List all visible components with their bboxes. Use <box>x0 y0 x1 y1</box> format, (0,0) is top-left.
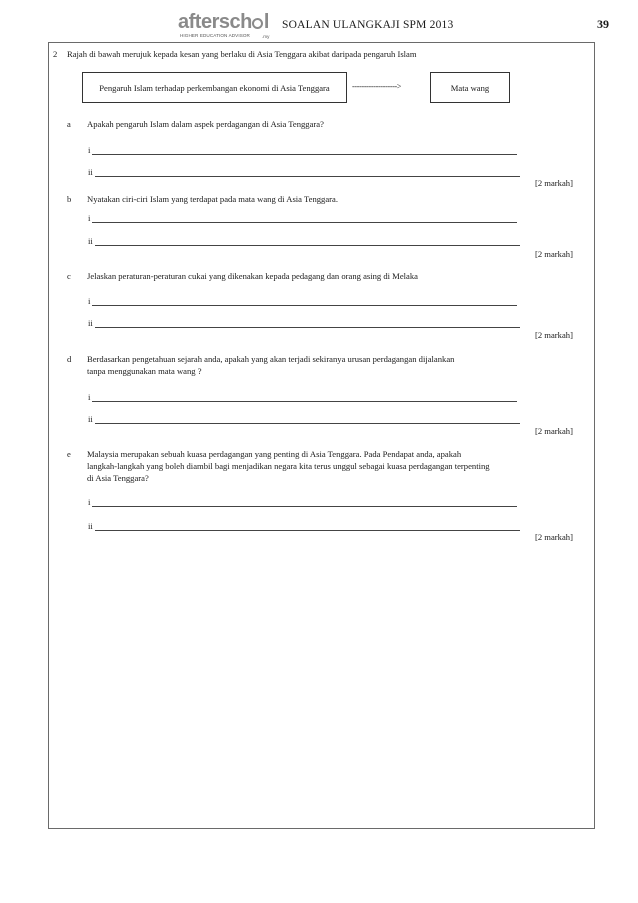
diagram-box-left-label: Pengaruh Islam terhadap perkembangan ekonomi di Asia Tenggara <box>99 82 330 93</box>
header-title: SOALAN ULANGKAJI SPM 2013 <box>282 19 454 31</box>
afterschool-logo <box>178 12 273 42</box>
part-a-letter: a <box>67 119 71 129</box>
part-c-answer-line-1[interactable]: i <box>88 296 517 306</box>
part-d-text-line-2: tanpa menggunakan mata wang ? <box>87 366 202 376</box>
part-e-text-line-2: langkah-langkah yang boleh diambil bagi menjadikan negara kita terus unggul sebagai kuasa perdagangan terpenting <box>87 461 490 471</box>
part-d-marks: [2 markah] <box>535 426 573 436</box>
part-d-letter: d <box>67 354 72 364</box>
part-b-letter: b <box>67 194 72 204</box>
part-c-letter: c <box>67 271 71 281</box>
logo-suffix: .my <box>262 34 270 39</box>
logo-word-end: sch <box>218 11 252 33</box>
diagram-box-right-label: Mata wang <box>450 82 490 93</box>
question-number: 2 <box>53 49 58 59</box>
part-d-answer-line-1[interactable]: i <box>88 392 517 402</box>
part-c-marks: [2 markah] <box>535 330 573 340</box>
part-e-letter: e <box>67 449 71 459</box>
part-b-answer-line-2[interactable]: ii <box>88 236 520 246</box>
part-c-text: Jelaskan peraturan-peraturan cukai yang dikenakan kepada pedagang dan orang asing di Melaka <box>87 271 418 281</box>
part-e-answer-line-1[interactable]: i <box>88 497 517 507</box>
part-b-marks: [2 markah] <box>535 249 573 259</box>
page-number: 39 <box>597 17 609 31</box>
diagram-arrow: -------------------> <box>352 82 402 91</box>
part-c-answer-line-2[interactable]: ii <box>88 318 520 328</box>
diagram-box-right <box>430 72 510 103</box>
part-d-text-line-1: Berdasarkan pengetahuan sejarah anda, apakah yang akan terjadi sekiranya urusan perdagangan dijalankan <box>87 354 455 364</box>
part-e-answer-line-2[interactable]: ii <box>88 521 520 531</box>
logo-o-icon <box>252 18 263 29</box>
part-a-marks: [2 markah] <box>535 178 573 188</box>
diagram-box-left <box>82 72 347 103</box>
part-d-answer-line-2[interactable]: ii <box>88 414 520 424</box>
part-e-marks: [2 markah] <box>535 532 573 542</box>
question-stem: Rajah di bawah merujuk kepada kesan yang berlaku di Asia Tenggara akibat daripada pengaruh Islam <box>67 49 417 59</box>
part-e-text-line-1: Malaysia merupakan sebuah kuasa perdagangan yang penting di Asia Tenggara. Pada Pendapat anda, apakah <box>87 449 462 459</box>
part-a-text: Apakah pengaruh Islam dalam aspek perdagangan di Asia Tenggara? <box>87 119 324 129</box>
logo-word-tail: l <box>263 11 269 33</box>
part-a-answer-line-1[interactable]: i <box>88 145 517 155</box>
part-e-text-line-3: di Asia Tenggara? <box>87 473 149 483</box>
logo-word-start: after <box>178 11 219 33</box>
question-frame <box>48 42 595 829</box>
part-b-answer-line-1[interactable]: i <box>88 213 517 223</box>
part-a-answer-line-2[interactable]: ii <box>88 167 520 177</box>
part-b-text: Nyatakan ciri-ciri Islam yang terdapat pada mata wang di Asia Tenggara. <box>87 194 338 204</box>
logo-tagline: HIGHER EDUCATION ADVISOR <box>180 33 250 38</box>
